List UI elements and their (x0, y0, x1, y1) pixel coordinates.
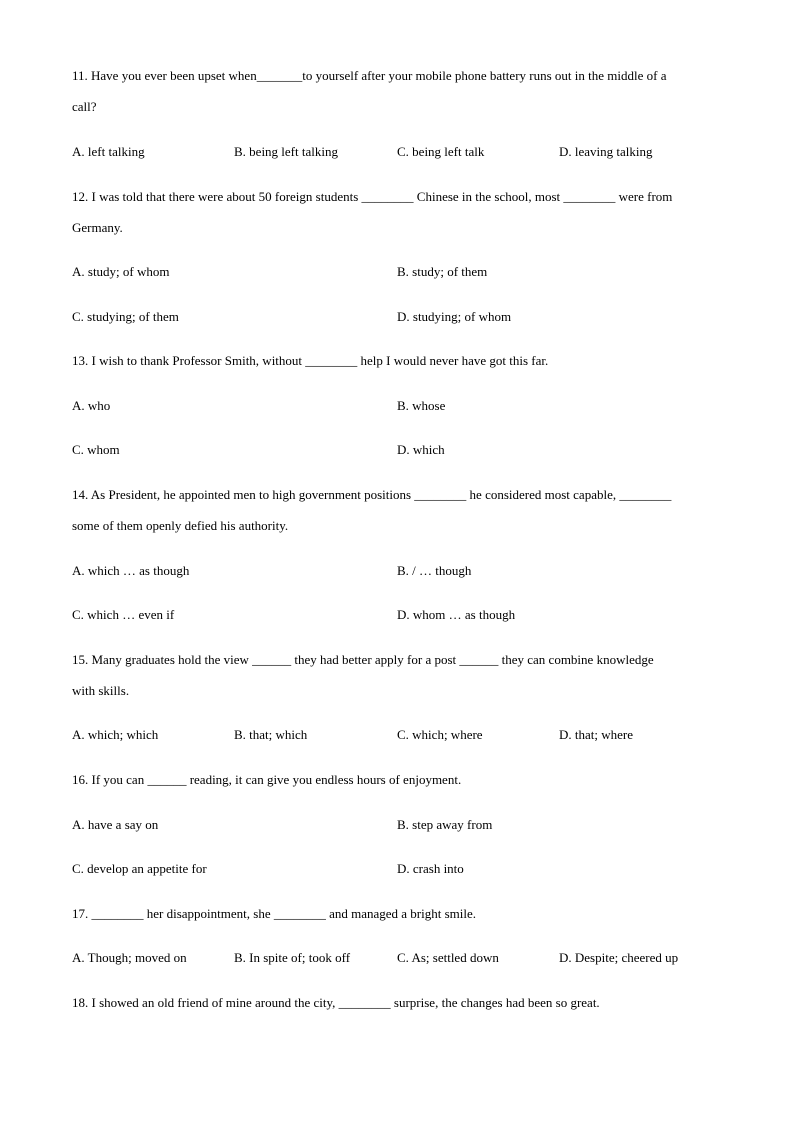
question-13-stem-line-1: 13. I wish to thank Professor Smith, without ________ help I would never have got this far. (72, 353, 549, 368)
question-15-stem-line-2: with skills. (72, 683, 130, 698)
question-14-option-b: B. / … though (397, 563, 472, 578)
question-12-stem-line-2: Germany. (72, 220, 123, 235)
question-15-option-c: C. which; where (397, 727, 483, 742)
question-16-stem-line-1: 16. If you can ______ reading, it can give you endless hours of enjoyment. (72, 772, 462, 787)
question-15-stem-line-1: 15. Many graduates hold the view ______ they had better apply for a post ______ they can combine knowledge (72, 652, 654, 667)
question-16-option-a: A. have a say on (72, 817, 159, 832)
question-11-stem-line-2: call? (72, 99, 97, 114)
question-11-option-b: B. being left talking (234, 144, 338, 159)
question-12-option-b: B. study; of them (397, 264, 488, 279)
question-18-stem-line-1: 18. I showed an old friend of mine around the city, ________ surprise, the changes had been so great. (72, 995, 600, 1010)
question-17-option-a: A. Though; moved on (72, 950, 187, 965)
question-12-option-a: A. study; of whom (72, 264, 170, 279)
question-15-option-b: B. that; which (234, 727, 308, 742)
question-13-option-d: D. which (397, 442, 445, 457)
question-13-option-a: A. who (72, 398, 111, 413)
question-16-option-d: D. crash into (397, 861, 464, 876)
question-17-option-c: C. As; settled down (397, 950, 499, 965)
question-17-option-d: D. Despite; cheered up (559, 950, 679, 965)
question-16-option-b: B. step away from (397, 817, 493, 832)
question-17-option-b: B. In spite of; took off (234, 950, 351, 965)
question-13-option-c: C. whom (72, 442, 120, 457)
question-15-option-d: D. that; where (559, 727, 634, 742)
question-15-option-a: A. which; which (72, 727, 159, 742)
question-14-option-c: C. which … even if (72, 607, 175, 622)
question-11-stem-line-1: 11. Have you ever been upset when_______to yourself after your mobile phone battery runs out in the middle of a (72, 68, 667, 83)
question-12-option-d: D. studying; of whom (397, 309, 512, 324)
question-14-stem-line-1: 14. As President, he appointed men to high government positions ________ he considered most capable, ________ (72, 487, 672, 502)
question-11-option-c: C. being left talk (397, 144, 485, 159)
question-14-stem-line-2: some of them openly defied his authority. (72, 518, 289, 533)
question-14-option-d: D. whom … as though (397, 607, 516, 622)
question-14-option-a: A. which … as though (72, 563, 190, 578)
question-12-stem-line-1: 12. I was told that there were about 50 foreign students ________ Chinese in the school, most ________ were from (72, 189, 673, 204)
question-12-option-c: C. studying; of them (72, 309, 179, 324)
question-13-option-b: B. whose (397, 398, 446, 413)
question-11-option-d: D. leaving talking (559, 144, 653, 159)
question-16-option-c: C. develop an appetite for (72, 861, 207, 876)
question-11-option-a: A. left talking (72, 144, 145, 159)
question-17-stem-line-1: 17. ________ her disappointment, she ________ and managed a bright smile. (72, 906, 477, 921)
